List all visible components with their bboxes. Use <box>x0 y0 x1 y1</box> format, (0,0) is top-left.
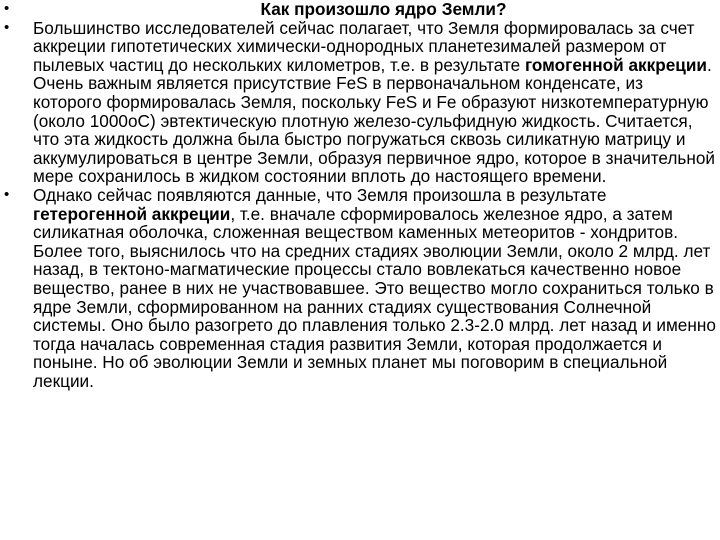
bold-term-homogeneous-accretion: гомогенной аккреции <box>524 54 707 75</box>
bullet-icon: • <box>4 18 10 36</box>
paragraph-heterogeneous-accretion <box>33 186 716 391</box>
list-item-paragraph-2 <box>0 186 720 391</box>
paragraph-text: , т.е. вначале сформировалось железное ядро, а затем силикатная оболочка, сложенная веществом каменных метеоритов - хондритов. Более того, выяснилось что на средних стадиях эволюции Земли, около 2 млрд. лет назад, в тектоно-магматические процессы стало вовлекаться качественно новое вещество, ранее в них не участвовавшее. Это вещество могло сохраниться только в ядре Земли, сформированном на ранних стадиях существования Солнечной системы. Оно было разогрето до плавления только 2.3-2.0 млрд. лет назад и именно тогда началась современная стадия развития Земли, которая продолжается и поныне. Но об эволюции Земли и земных планет мы поговорим в специальной лекции. <box>33 203 716 391</box>
paragraph-text: . Очень важным является присутствие FeS в первоначальном конденсате, из которого формировалась Земля, поскольку FeS и Fe образуют низкотемпературную (около 1000оС) эвтектическую плотную железо-сульфидную жидкость. Считается, что эта жидкость должна была быстро погружаться сквозь силикатную матрицу и аккумулироваться в центре Земли, образуя первичное ядро, которое в значительной мере сохранилось в жидком состоянии вплоть до настоящего времени. <box>33 54 715 187</box>
list-item-title <box>0 0 720 19</box>
paragraph-homogeneous-accretion <box>33 19 716 186</box>
slide-title: Как произошло ядро Земли? <box>260 0 507 19</box>
bullet-icon: • <box>4 185 10 203</box>
paragraph-text: Большинство исследователей сейчас полагает, что Земля формировалась за счет аккреции гипотетических химически-однородных планетезималей размером от пылевых частиц до нескольких километров, т.е. в результате <box>33 17 695 75</box>
paragraph-text: Однако сейчас появляются данные, что Земля произошла в результате <box>33 184 607 205</box>
list-item-paragraph-1 <box>0 19 720 186</box>
bold-term-heterogeneous-accretion: гетерогенной аккреции <box>33 203 231 224</box>
bullet-icon: • <box>4 0 10 17</box>
